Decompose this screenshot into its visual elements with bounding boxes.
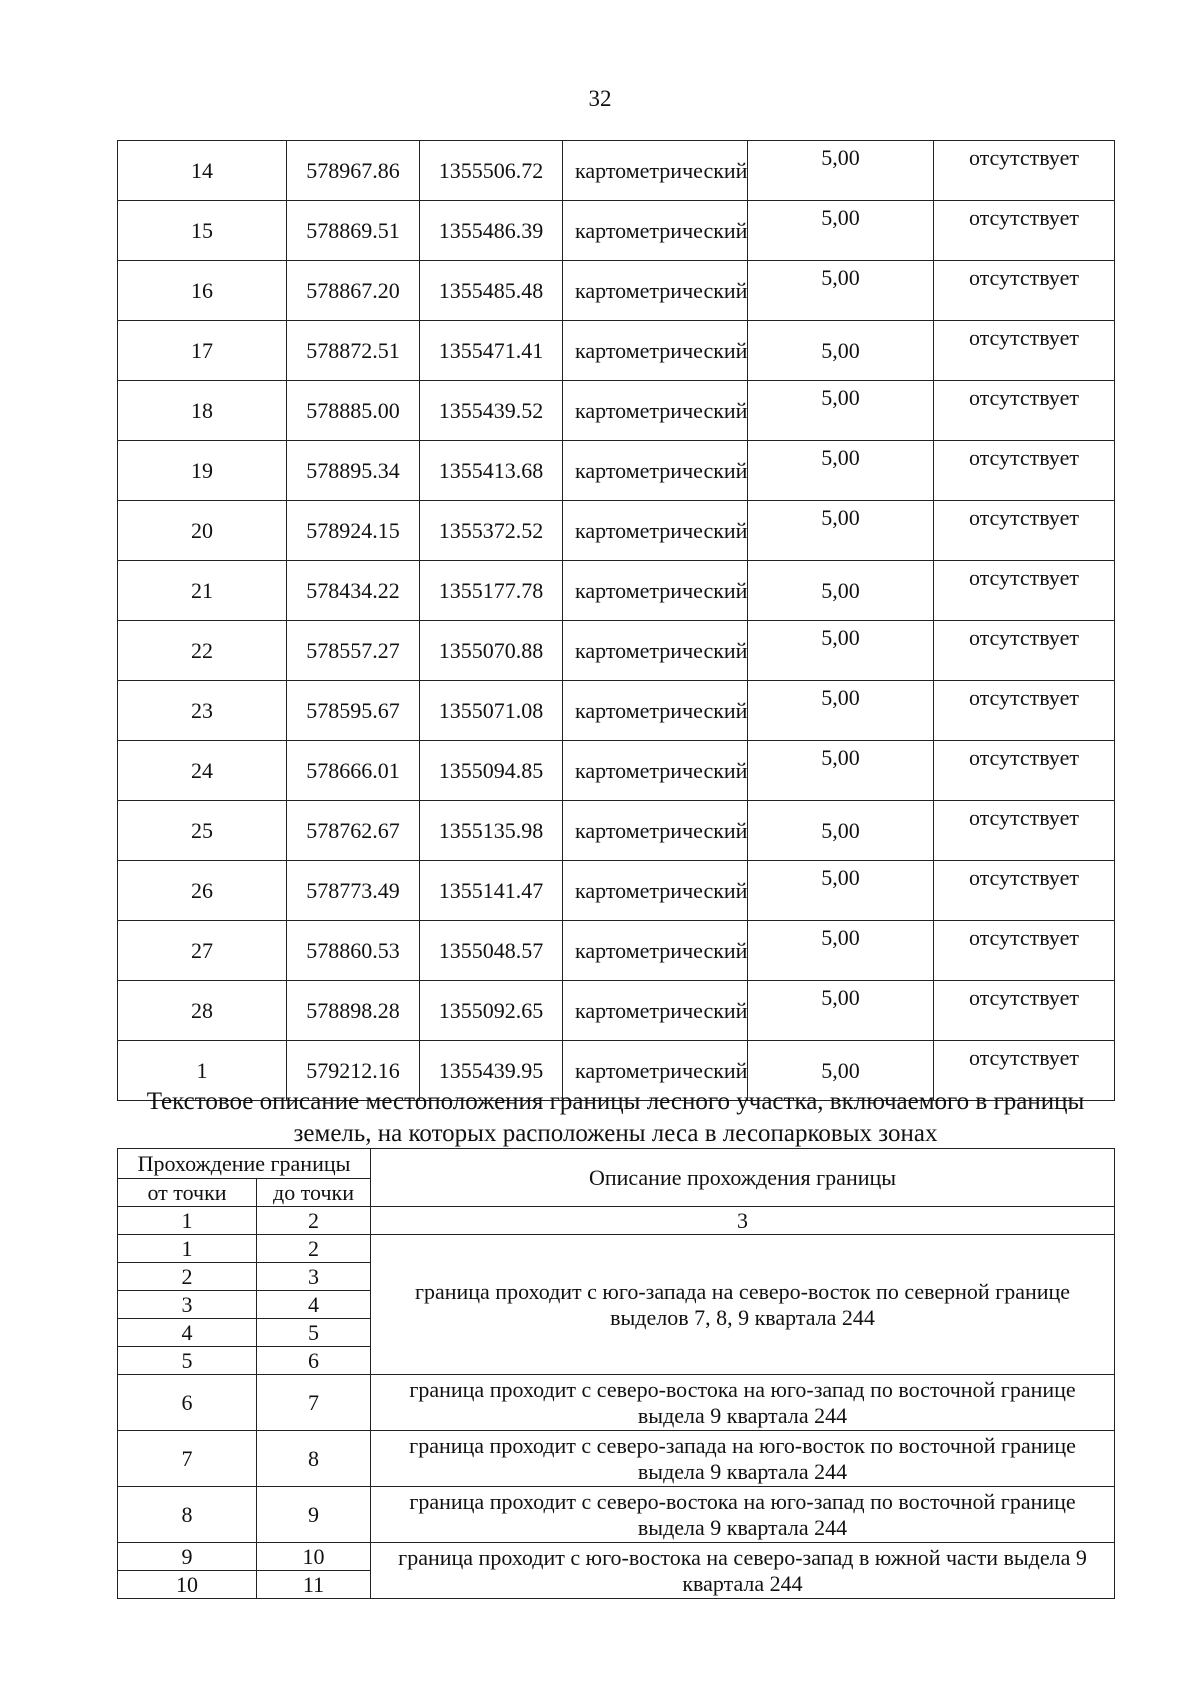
point-cell: 16 [118,261,287,321]
status-cell: отсутствует [934,201,1115,261]
table-row [118,561,1115,621]
status-cell: отсутствует [934,861,1115,921]
point-cell: 17 [118,321,287,381]
y-coordinate-cell: 1355071.08 [420,681,563,741]
status-cell: отсутствует [934,681,1115,741]
from-point-cell: 5 [118,1347,257,1375]
column-number: 1 [118,1207,257,1235]
point-cell: 26 [118,861,287,921]
description-cell: граница проходит с северо-запада на юго-восток по восточной границе выдела 9 квартала 244 [371,1431,1115,1487]
accuracy-cell: 5,00 [748,801,934,861]
header-to-point: до точки [257,1179,371,1207]
method-cell: картометрический [563,801,748,861]
point-cell: 18 [118,381,287,441]
y-coordinate-cell: 1355092.65 [420,981,563,1041]
status-cell: отсутствует [934,501,1115,561]
x-coordinate-cell: 579212.16 [287,1041,420,1101]
column-number: 2 [257,1207,371,1235]
method-cell: картометрический [563,201,748,261]
table-row [118,201,1115,261]
status-cell: отсутствует [934,321,1115,381]
table-row [118,501,1115,561]
point-cell: 19 [118,441,287,501]
point-cell: 21 [118,561,287,621]
description-cell: граница проходит с северо-востока на юго-запад по восточной границе выдела 9 квартала 244 [371,1375,1115,1431]
table-row [118,441,1115,501]
accuracy-cell: 5,00 [748,621,934,681]
point-cell: 1 [118,1041,287,1101]
point-cell: 23 [118,681,287,741]
x-coordinate-cell: 578924.15 [287,501,420,561]
status-cell: отсутствует [934,441,1115,501]
x-coordinate-cell: 578872.51 [287,321,420,381]
x-coordinate-cell: 578967.86 [287,141,420,201]
status-cell: отсутствует [934,381,1115,441]
table-row [118,921,1115,981]
to-point-cell: 9 [257,1487,371,1543]
x-coordinate-cell: 578773.49 [287,861,420,921]
accuracy-cell: 5,00 [748,741,934,801]
header-from-point: от точки [118,1179,257,1207]
method-cell: картометрический [563,441,748,501]
table-row [118,1375,1115,1431]
point-cell: 28 [118,981,287,1041]
from-point-cell: 2 [118,1263,257,1291]
accuracy-cell: 5,00 [748,981,934,1041]
accuracy-cell: 5,00 [748,861,934,921]
accuracy-cell: 5,00 [748,501,934,561]
table-row [118,861,1115,921]
method-cell: картометрический [563,681,748,741]
status-cell: отсутствует [934,801,1115,861]
table-row [118,1543,1115,1571]
status-cell: отсутствует [934,981,1115,1041]
to-point-cell: 2 [257,1235,371,1263]
y-coordinate-cell: 1355070.88 [420,621,563,681]
x-coordinate-cell: 578434.22 [287,561,420,621]
x-coordinate-cell: 578898.28 [287,981,420,1041]
y-coordinate-cell: 1355413.68 [420,441,563,501]
y-coordinate-cell: 1355141.47 [420,861,563,921]
method-cell: картометрический [563,621,748,681]
boundary-description-table-body [118,1149,1115,1599]
table-row [118,981,1115,1041]
header-description: Описание прохождения границы [371,1149,1115,1207]
accuracy-cell: 5,00 [748,921,934,981]
from-point-cell: 4 [118,1319,257,1347]
point-cell: 22 [118,621,287,681]
status-cell: отсутствует [934,1041,1115,1101]
to-point-cell: 5 [257,1319,371,1347]
x-coordinate-cell: 578869.51 [287,201,420,261]
from-point-cell: 9 [118,1543,257,1571]
method-cell: картометрический [563,921,748,981]
description-cell: граница проходит с юго-востока на северо-запад в южной части выдела 9 квартала 244 [371,1543,1115,1599]
accuracy-cell: 5,00 [748,1041,934,1101]
table-row [118,141,1115,201]
x-coordinate-cell: 578762.67 [287,801,420,861]
method-cell: картометрический [563,1041,748,1101]
section-title: Текстовое описание местоположения границы лесного участка, включаемого в границы земель, на которых расположены леса в лесопарковых зонах [146,1088,1085,1147]
accuracy-cell: 5,00 [748,441,934,501]
table-row [118,1431,1115,1487]
x-coordinate-cell: 578860.53 [287,921,420,981]
table-row [118,621,1115,681]
status-cell: отсутствует [934,921,1115,981]
status-cell: отсутствует [934,621,1115,681]
y-coordinate-cell: 1355094.85 [420,741,563,801]
x-coordinate-cell: 578885.00 [287,381,420,441]
x-coordinate-cell: 578895.34 [287,441,420,501]
accuracy-cell: 5,00 [748,561,934,621]
y-coordinate-cell: 1355506.72 [420,141,563,201]
table-row [118,1235,1115,1263]
table-row [118,681,1115,741]
boundary-description-table [117,1148,1115,1599]
table-row [118,261,1115,321]
to-point-cell: 11 [257,1571,371,1599]
to-point-cell: 10 [257,1543,371,1571]
from-point-cell: 6 [118,1375,257,1431]
y-coordinate-cell: 1355439.52 [420,381,563,441]
to-point-cell: 6 [257,1347,371,1375]
y-coordinate-cell: 1355048.57 [420,921,563,981]
status-cell: отсутствует [934,741,1115,801]
x-coordinate-cell: 578867.20 [287,261,420,321]
point-cell: 20 [118,501,287,561]
method-cell: картометрический [563,381,748,441]
method-cell: картометрический [563,261,748,321]
method-cell: картометрический [563,981,748,1041]
table-row [118,1487,1115,1543]
table-row [118,321,1115,381]
y-coordinate-cell: 1355486.39 [420,201,563,261]
column-number: 3 [371,1207,1115,1235]
y-coordinate-cell: 1355439.95 [420,1041,563,1101]
point-cell: 24 [118,741,287,801]
accuracy-cell: 5,00 [748,201,934,261]
x-coordinate-cell: 578666.01 [287,741,420,801]
y-coordinate-cell: 1355485.48 [420,261,563,321]
coordinates-table-body [118,141,1115,1101]
method-cell: картометрический [563,321,748,381]
table-row [118,801,1115,861]
to-point-cell: 8 [257,1431,371,1487]
from-point-cell: 7 [118,1431,257,1487]
point-cell: 27 [118,921,287,981]
table-row [118,741,1115,801]
method-cell: картометрический [563,501,748,561]
coordinates-table [117,140,1115,1101]
from-point-cell: 3 [118,1291,257,1319]
x-coordinate-cell: 578557.27 [287,621,420,681]
y-coordinate-cell: 1355471.41 [420,321,563,381]
to-point-cell: 4 [257,1291,371,1319]
from-point-cell: 10 [118,1571,257,1599]
point-cell: 15 [118,201,287,261]
method-cell: картометрический [563,741,748,801]
from-point-cell: 1 [118,1235,257,1263]
status-cell: отсутствует [934,561,1115,621]
table-row [118,381,1115,441]
y-coordinate-cell: 1355372.52 [420,501,563,561]
accuracy-cell: 5,00 [748,261,934,321]
accuracy-cell: 5,00 [748,381,934,441]
column-number-row [118,1207,1115,1235]
method-cell: картометрический [563,561,748,621]
accuracy-cell: 5,00 [748,681,934,741]
y-coordinate-cell: 1355135.98 [420,801,563,861]
method-cell: картометрический [563,861,748,921]
table-header-row [118,1149,1115,1179]
status-cell: отсутствует [934,141,1115,201]
method-cell: картометрический [563,141,748,201]
accuracy-cell: 5,00 [748,321,934,381]
from-point-cell: 8 [118,1487,257,1543]
y-coordinate-cell: 1355177.78 [420,561,563,621]
description-cell: граница проходит с юго-запада на северо-восток по северной границе выделов 7, 8, 9 квартала 244 [371,1235,1115,1375]
point-cell: 14 [118,141,287,201]
to-point-cell: 3 [257,1263,371,1291]
description-cell: граница проходит с северо-востока на юго-запад по восточной границе выдела 9 квартала 244 [371,1487,1115,1543]
page-number: 32 [588,86,612,111]
point-cell: 25 [118,801,287,861]
status-cell: отсутствует [934,261,1115,321]
accuracy-cell: 5,00 [748,141,934,201]
x-coordinate-cell: 578595.67 [287,681,420,741]
header-boundary-passage: Прохождение границы [118,1149,371,1179]
to-point-cell: 7 [257,1375,371,1431]
